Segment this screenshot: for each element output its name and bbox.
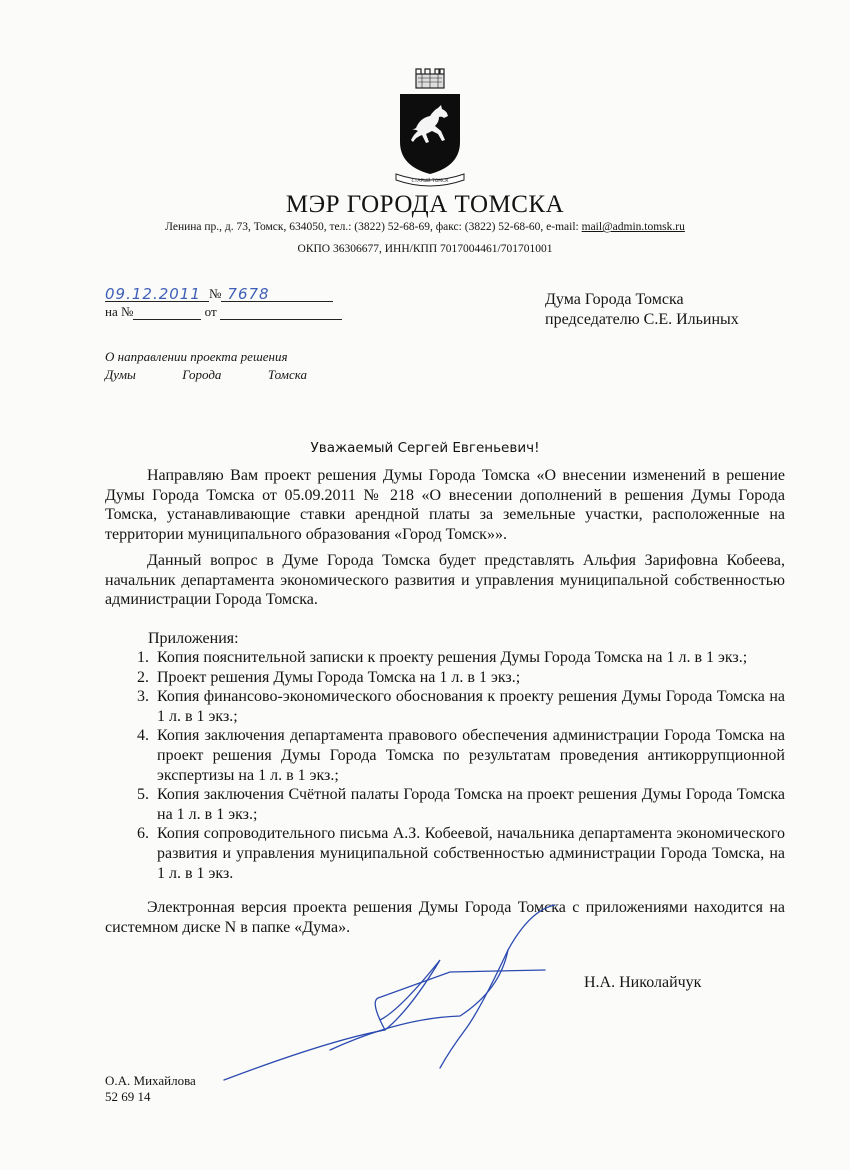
registration-line-outgoing (105, 286, 333, 302)
executor-block (105, 1073, 196, 1105)
subject-word: Города (182, 367, 222, 382)
emblem-motto: СТАРЫЙ ТОМСК (411, 179, 449, 184)
reg-date-handwritten: 09.12.2011 (105, 285, 201, 303)
reg-number-label: № (209, 286, 222, 301)
attachments-title: Приложения: (148, 630, 239, 647)
executor-name: О.А. Михайлова (105, 1073, 196, 1088)
subject-block (105, 348, 307, 384)
attachment-text: Копия пояснительной записки к проекту решения Думы Города Томска на 1 л. в 1 экз.; (157, 649, 748, 666)
body-paragraph-1 (105, 466, 785, 544)
attachment-item (105, 726, 785, 785)
attachment-text: Копия сопроводительного письма А.З. Кобеевой, начальника департамента экономического развития и управления муниципальной собственностью администрации Города Томска, на 1 л. в 1 экз. (157, 825, 785, 882)
letterhead-address (0, 221, 850, 233)
subject-line1: О направлении проекта решения (105, 349, 288, 364)
attachments-list (105, 648, 785, 883)
attachment-text: Копия заключения департамента правового обеспечения администрации Города Томска на проект решения Думы Города Томска по результатам проведения антикоррупционной экспертизы на 1 л. в 1 экз.; (157, 727, 785, 784)
attachment-number: 3. (137, 688, 149, 706)
letterhead-title: МЭР ГОРОДА ТОМСКА (285, 191, 565, 218)
reply-number-field (133, 304, 201, 320)
attachment-item (105, 785, 785, 824)
address-text: Ленина пр., д. 73, Томск, 634050, тел.: (3822) 52-68-69, факс: (3822) 52-68-60, e-mail: (165, 221, 582, 233)
attachment-number: 2. (137, 668, 149, 686)
reg-number-field (221, 286, 333, 302)
attachment-number: 6. (137, 825, 149, 843)
reg-date-field (105, 286, 209, 302)
paragraph-text: Данный вопрос в Думе Города Томска будет представлять Альфия Зарифовна Кобеева, начальник департамента экономического развития и управления муниципальной собственностью администрации Города Томска. (105, 552, 785, 609)
attachment-text: Копия финансово-экономического обоснования к проекту решения Думы Города Томска на 1 л. в 1 экз.; (157, 688, 785, 725)
subject-word: Думы (105, 367, 136, 382)
executor-phone: 52 69 14 (105, 1089, 151, 1104)
reply-date-field (220, 304, 342, 320)
attachment-item (105, 824, 785, 883)
paragraph-text: Направляю Вам проект решения Думы Города Томска «О внесении изменений в решение Думы Города Томска от 05.09.2011 № 218 «О внесении дополнений в решения Думы Города Томска, устанавливающие ставки арендной платы за земельные участки, расположенные на территории муниципального образования «Город Томск»». (105, 467, 785, 543)
attachment-item (105, 648, 785, 668)
tomsk-coat-of-arms-emblem (392, 66, 468, 192)
handwritten-signature (210, 890, 610, 1090)
paragraph-text: Электронная версия проекта решения Думы Города Томска с приложениями находится на системном диске N в папке «Дума». (105, 899, 785, 936)
reply-from-label: от (204, 304, 217, 319)
reply-to-label: на № (105, 304, 134, 319)
shield-shape (400, 94, 460, 174)
subject-word: Томска (267, 367, 307, 382)
registration-line-reply (105, 304, 342, 320)
reg-number-handwritten: 7678 (227, 285, 270, 303)
body-paragraph-2 (105, 551, 785, 610)
letterhead-codes: ОКПО 36306677, ИНН/КПП 7017004461/701701001 (297, 243, 553, 255)
attachment-item (105, 687, 785, 726)
subject-line2 (105, 366, 307, 384)
attachment-text: Проект решения Думы Города Томска на 1 л. в 1 экз.; (157, 668, 521, 686)
attachment-number: 5. (137, 786, 149, 804)
addressee-line2: председателю С.Е. Ильиных (545, 311, 739, 328)
attachment-number: 1. (137, 649, 149, 666)
addressee-line1: Дума Города Томска (545, 291, 684, 308)
crown-icon (416, 69, 444, 88)
attachment-item (105, 668, 785, 688)
addressee-block (545, 290, 739, 330)
greeting: Уважаемый Сергей Евгеньевич! (310, 440, 540, 456)
signer-name: Н.А. Николайчук (584, 974, 702, 991)
attachment-text: Копия заключения Счётной палаты Города Томска на проект решения Думы Города Томска на 1 л. в 1 экз.; (157, 786, 785, 823)
attachment-number: 4. (137, 727, 149, 745)
email-link[interactable]: mail@admin.tomsk.ru (581, 221, 685, 233)
